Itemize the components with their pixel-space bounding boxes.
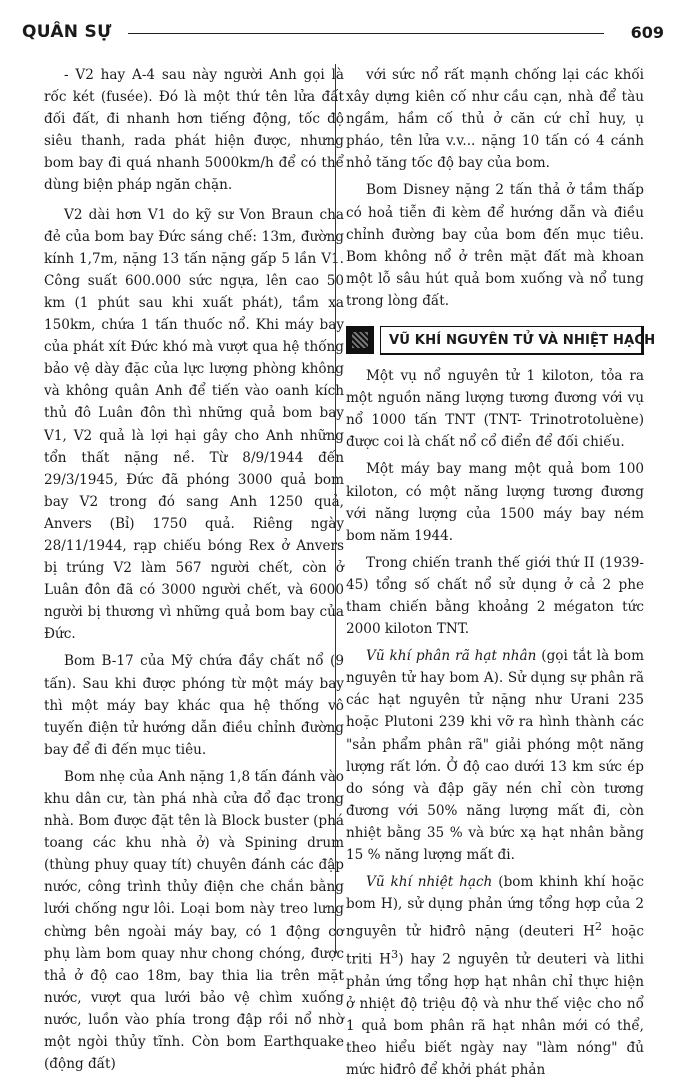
paragraph-text: ) hay 2 nguyên tử deuteri và lithi phản ứng tổng hợp hạt nhân chỉ thực hiện ở nhiệt độ triệu độ và như thế việc cho nổ 1 quả bom phân rã hạt nhân mới có thể, theo hiểu biết ngày nay "làm nóng" đủ mức hiđrô để khởi phát phản — [346, 951, 644, 1078]
header-rule — [128, 33, 604, 34]
paragraph: Bom B-17 của Mỹ chứa đầy chất nổ (9 tấn). Sau khi được phóng từ một máy bay thì một máy bay khác qua hệ thống vô tuyến điện tử hướng dẫn điều chỉnh đường bay để đi đến mục tiêu. — [44, 653, 344, 758]
left-column — [44, 64, 344, 1073]
heading-marker-icon — [346, 326, 374, 354]
heading-text: VŨ KHÍ NGUYÊN TỬ VÀ NHIỆT HẠCH — [389, 333, 656, 349]
superscript: 3 — [391, 946, 399, 961]
paragraph: Một máy bay mang một quả bom 100 kiloton, có một năng lượng tương đương với năng lượng của 1500 máy bay ném bom năm 1944. — [346, 461, 644, 544]
paragraph: Một vụ nổ nguyên tử 1 kiloton, tỏa ra một nguồn năng lượng tương đương với vụ nổ 1000 tấn TNT (TNT- Trinotrotoluène) được coi là chất nổ cổ điển để đối chiếu. — [346, 368, 644, 451]
term-fusion: Vũ khí nhiệt hạch — [366, 874, 493, 891]
right-column — [346, 64, 656, 1078]
page-number: 609 — [630, 23, 664, 42]
section-title: QUÂN SỰ — [22, 22, 112, 42]
paragraph-fusion — [346, 871, 644, 1081]
paragraph: Trong chiến tranh thế giới thứ II (1939-45) tổng số chất nổ sử dụng ở cả 2 phe tham chiến bằng khoảng 2 mégaton tức 2000 kiloton TNT. — [346, 554, 644, 638]
column-divider — [335, 64, 336, 954]
heading-frame — [380, 326, 656, 355]
paragraph-text: (gọi tắt là bom nguyên tử hay bom A). Sử dụng sự phân rã các hạt nguyên tử nặng như Urani 235 hoặc Plutoni 239 khi vỡ ra hình thành các "sản phẩm phân rã" giải phóng một năng lượng rất lớn. Ở độ cao dưới 13 km sức ép do sóng và đập gãy nén chỉ còn tương đương với 50% năng lượng mất đi, còn nhiệt bằng 35 % và bức xạ hạt nhân bằng 15 % năng lượng mất đi. — [346, 648, 644, 863]
paragraph: - V2 hay A-4 sau này người Anh gọi là rốc két (fusée). Đó là một thứ tên lửa đất đối đất, đi nhanh hơn tiếng động, tốc độ siêu thanh, rada phát hiện được, nhưng bom bay đi quá nhanh 5000km/h để có thể dùng biện pháp ngăn chặn. — [44, 67, 344, 194]
paragraph-text: hoặc triti H — [346, 923, 644, 968]
paragraph: V2 dài hơn V1 do kỹ sư Von Braun cha đẻ của bom bay Đức sáng chế: 13m, đường kính 1,7m, nặng 13 tấn nặng gấp 5 lần V1. Công suất 600.000 sức ngựa, lên cao 50 km (1 phút sau khi xuất phát), tầm xa 150km, chứa 1 tấn thuốc nổ. Khi máy bay của phát xít Đức khó mà vượt qua hệ thống bảo vệ dày đặc của lực lượng phòng không và không quân Anh để tiến vào oanh kích thủ đô Luân đôn thì những quả bom bay V1, V2 quả là lợi hại gây cho Anh những tổn thất nặng nề. Từ 8/9/1944 đến 29/3/1945, Đức đã phóng 3000 quả bom bay V2 trong đó sang Anh 1250 quả, Anvers (Bỉ) 1750 quả. Riêng ngày 28/11/1944, rạp chiếu bóng Rex ở Anvers bị trúng V2 làm 567 người chết, còn ở Luân đôn đã có 3000 người chết, và 6000 người bị thương vì những quả bom bay của Đức. — [44, 206, 344, 643]
paragraph-fission — [346, 645, 644, 866]
superscript: 2 — [594, 919, 603, 934]
paragraph: Bom nhẹ của Anh nặng 1,8 tấn đánh vào khu dân cư, tàn phá nhà cửa đổ đạc trong nhà. Bom được đặt tên là Block buster (phá toang các khu nhà ở) và Spining drum (thùng phuy quay tít) chuyên đánh các đập nước, công trình thủy điện che chắn bằng lưới chống ngư lôi. Loại bom này treo lưng chừng bên ngoài máy bay, có 1 động cơ phụ làm bom quay như chong chóng, được thả ở độ cao 18m, bay thia lia trên mặt nước, vượt qua lưới bảo vệ chìm xuống nước, luồn vào phía trong đập rồi nổ nhờ một ngòi thủy tĩnh. Còn bom Earthquake (động đất) — [44, 768, 344, 1073]
paragraph: Bom Disney nặng 2 tấn thả ở tầm thấp có hoả tiễn đi kèm để hướng dẫn và điều chỉnh đường bay của bom đến mục tiêu. Bom không nổ ở trên mặt đất mà khoan một lỗ sâu hút quả bom xuống và nổ tung trong lòng đất. — [346, 182, 644, 309]
paragraph-text: (bom khinh khí hoặc bom H), sử dụng phản ứng tổng hợp của 2 nguyên tử hiđrô nặng (deuteri H — [346, 874, 645, 940]
section-heading — [346, 326, 656, 356]
running-head — [22, 20, 664, 46]
term-fission: Vũ khí phân rã hạt nhân — [366, 648, 537, 665]
paragraph: với sức nổ rất mạnh chống lại các khối xây dựng kiên cố như cầu cạn, nhà để tàu ngầm, hầm cố thủ ở căn cứ chỉ huy, ụ pháo, tên lửa v.v... nặng 10 tấn có 4 cánh nhỏ tăng tốc độ bay của bom. — [346, 67, 644, 172]
